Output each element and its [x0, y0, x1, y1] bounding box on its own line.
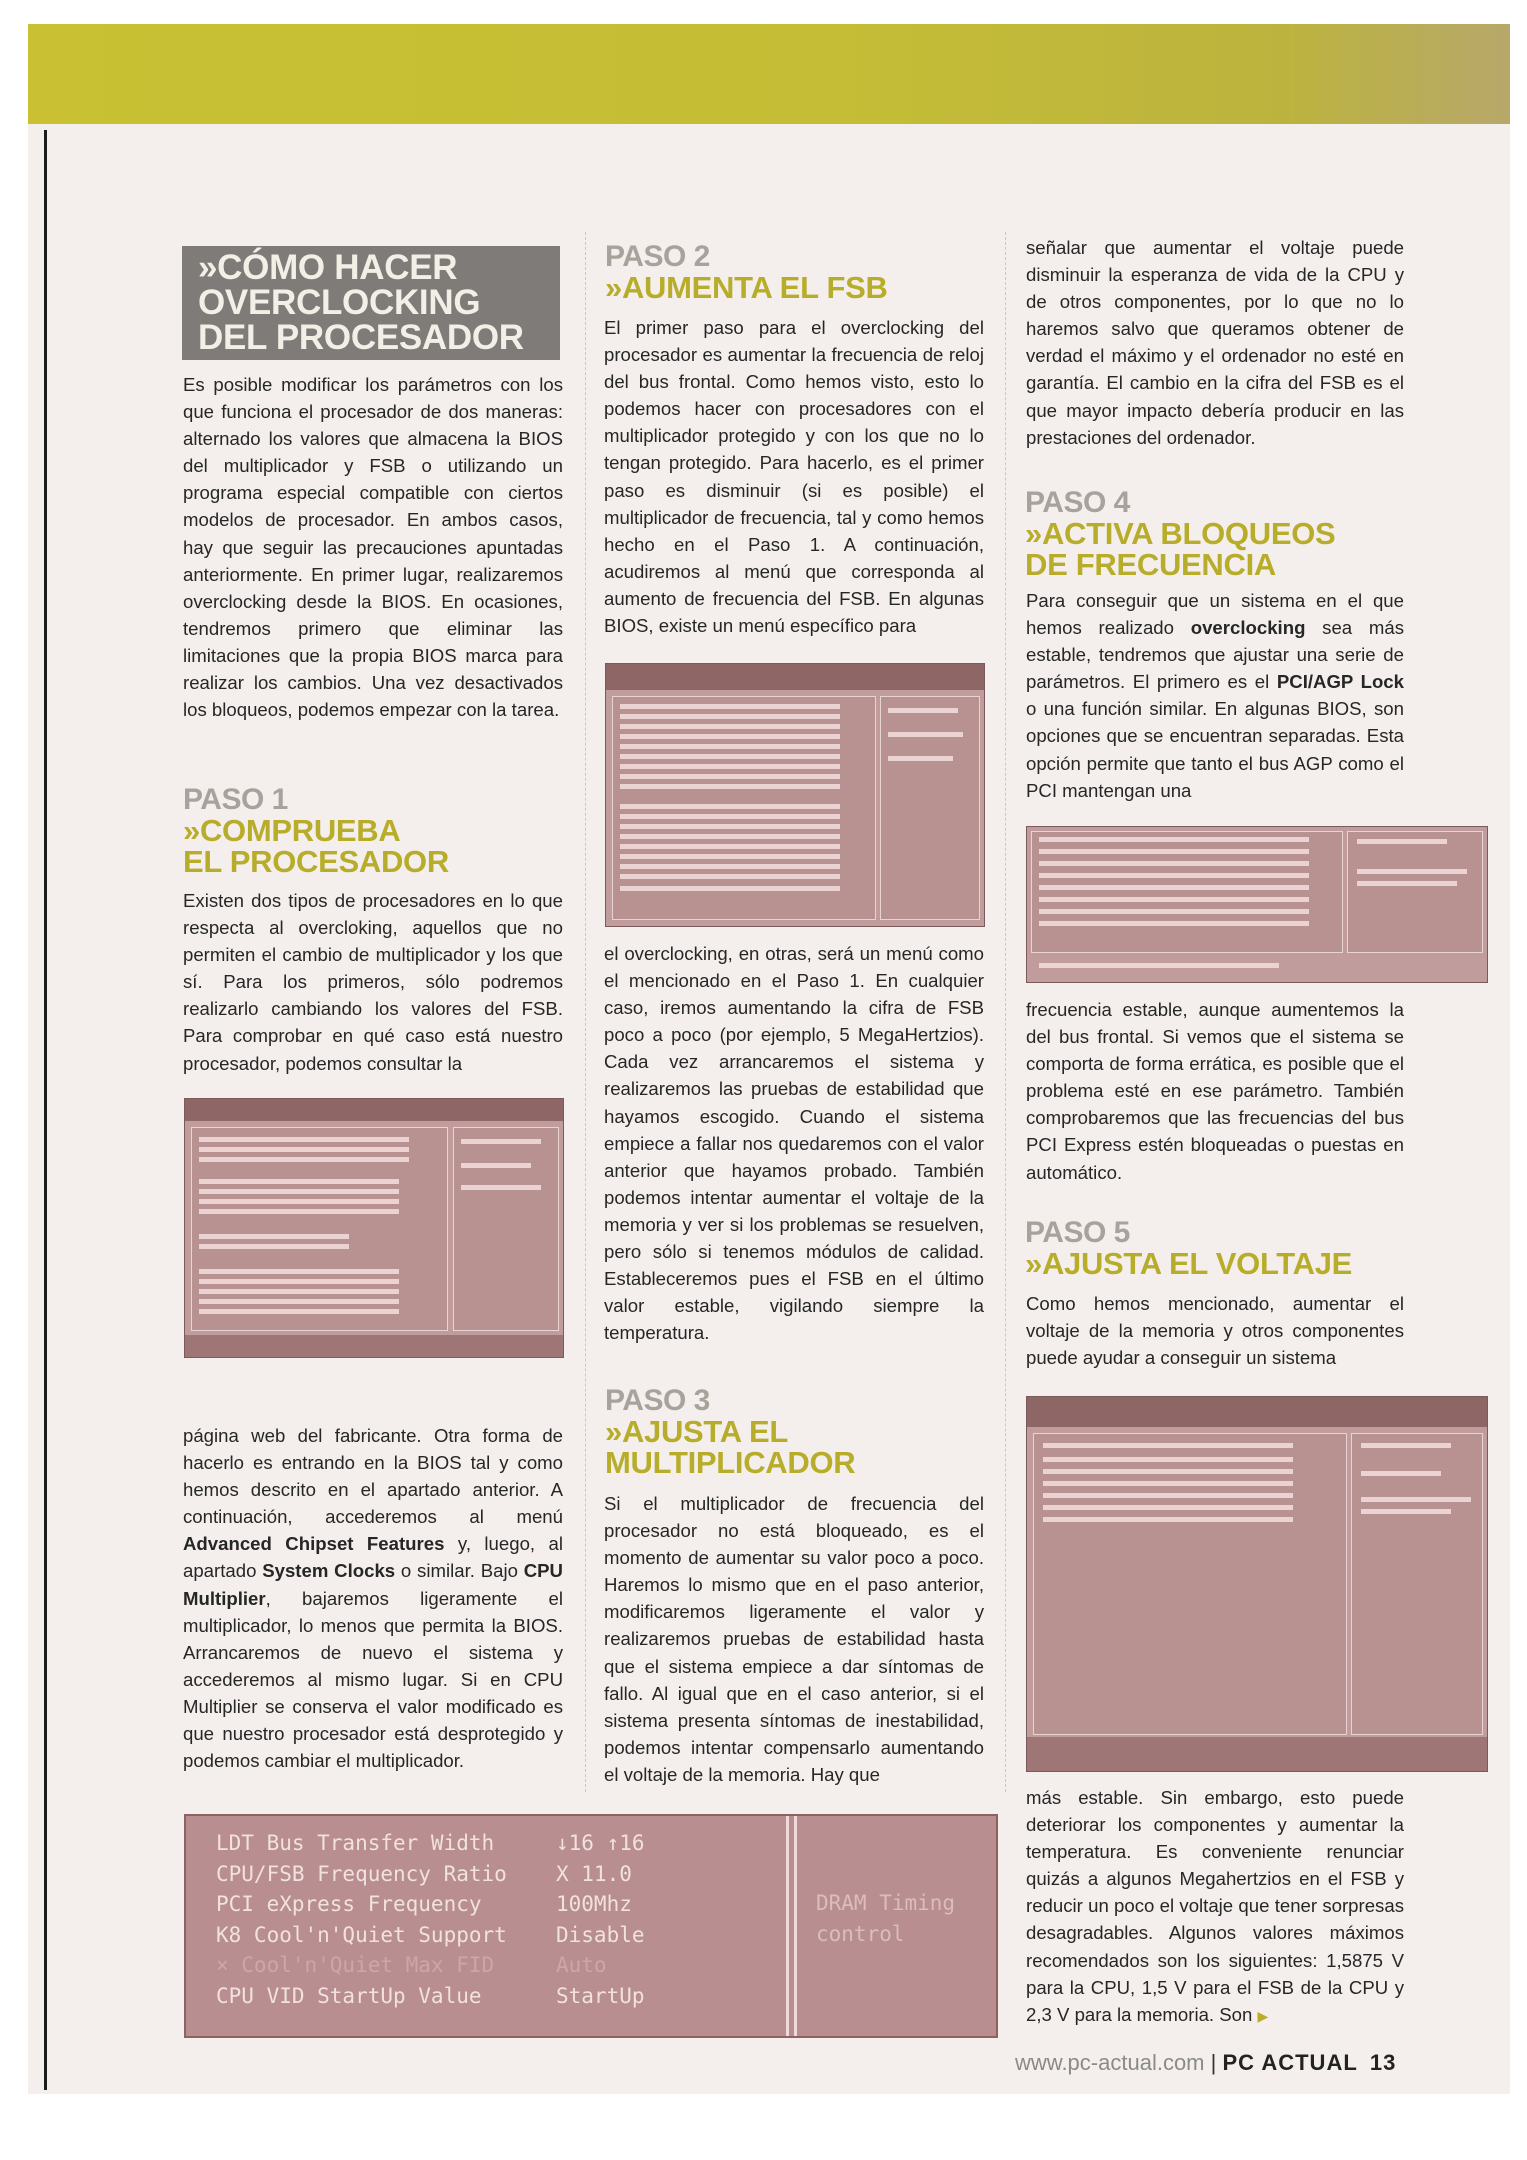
- bios-help-panel: [1351, 1433, 1483, 1735]
- paso5-title: »AJUSTA EL VOLTAJE: [1025, 1246, 1353, 1281]
- bios-setting-value: Auto: [556, 1953, 607, 1977]
- intro-block: [183, 371, 563, 723]
- bios-header-bar: [185, 1099, 563, 1121]
- paso3-label: PASO 3: [605, 1384, 710, 1417]
- paso2-text-b-block: [604, 940, 984, 1346]
- paso5-text-b: más estable. Sin embargo, esto puede deteriorar los componentes y aumentar la temperatura. Es conveniente renunciar quizás a algunos Megahertzios en el FSB y reducir un poco el voltaje que tener sorpresas desagradables. Algunos valores máximos recomendados son los siguientes: 1,5875 V para la CPU, 1,5 V para el FSB de la CPU y 2,3 V para la memoria. Son ▶: [1026, 1787, 1404, 2025]
- top-color-band: [28, 24, 1510, 124]
- paso2-title: »AUMENTA EL FSB: [605, 270, 888, 305]
- footer-url: www.pc-actual.com: [1015, 2050, 1205, 2075]
- footer-separator: |: [1210, 2050, 1217, 2075]
- bios-setting-label: CPU/FSB Frequency Ratio: [216, 1861, 507, 1886]
- paso5-text-b-block: [1026, 1784, 1404, 2030]
- bios-help-panel: [1347, 831, 1483, 953]
- paso1-text-b: página web del fabricante. Otra forma de hacerlo es entrando en la BIOS tal y como hemos descrito en el apartado anterior. A continuación, accederemos al menú Advanced Chipset Features y, luego, al apartado System Clocks o similar. Bajo CPU Multiplier, bajaremos ligeramente el multiplicador, lo menos que permita la BIOS. Arrancaremos de nuevo el sistema y accederemos al mismo lugar. Si en CPU Multiplier se conserva el valor modificado es que nuestro procesador está desprotegido y podemos cambiar el multiplicador.: [183, 1425, 564, 1772]
- triangle-right-icon: ▶: [1257, 2007, 1269, 2024]
- column-divider: [1005, 232, 1007, 1792]
- page-number: 13: [1369, 2050, 1397, 2075]
- bios-setting-label: × Cool'n'Quiet Max FID: [216, 1953, 495, 1977]
- paso3-title-line1: »AJUSTA EL: [605, 1414, 789, 1449]
- bios-screenshot-cpu-settings: [184, 1814, 998, 2038]
- paso3-text-block: [604, 1490, 984, 1788]
- bios-setting-label: LDT Bus Transfer Width: [216, 1831, 495, 1855]
- paso2-header: [605, 242, 983, 303]
- paso3-header: [605, 1386, 983, 1478]
- bios-screenshot-system-clocks: [184, 1098, 564, 1358]
- paso1-text-a: Existen dos tipos de procesadores en lo que respecta al overcloking, aquellos que no permiten el cambio de multiplicador y los que sí. Para los primeros, sólo podremos realizarlo cambiando los valores del FSB. Para comprobar en qué caso está nuestro procesador, podemos consultar la: [183, 890, 563, 1074]
- footer-magazine-name: PC ACTUAL: [1222, 2050, 1358, 2075]
- bios-setting-value: 100Mhz: [556, 1892, 632, 1916]
- bios-setting-label: K8 Cool'n'Quiet Support: [216, 1922, 507, 1947]
- paso4-title-line1: »ACTIVA BLOQUEOS: [1025, 516, 1336, 551]
- paso2-text-a: El primer paso para el overclocking del procesador es aumentar la frecuencia de reloj del bus frontal. Como hemos visto, esto lo podemos hacer con procesadores con el multiplicador protegido y con los que no lo tengan protegido. Para hacerlo, es el primer paso es disminuir (si es posible) el multiplicador de frecuencia, tal y como hemos hecho en el Paso 1. A continuación, acudiremos al menú que corresponda al aumento de frecuencia del FSB. En algunas BIOS, existe un menú específico para: [604, 317, 984, 637]
- bios-help-text: DRAM Timing control: [816, 1891, 956, 1946]
- main-title-box: [182, 246, 560, 360]
- col3-text-top-block: [1026, 234, 1404, 451]
- bios-setting-values: [556, 1828, 645, 2011]
- col3-text-top: señalar que aumentar el voltaje puede disminuir la esperanza de vida de la CPU y de otros componentes, por lo que no lo haremos salvo que queramos obtener de verdad el máximo y el ordenador no esté en garantía. El cambio en la cifra del FSB es el que mayor impacto debería producir en las prestaciones del ordenador.: [1026, 237, 1404, 448]
- bios-panel-divider: [794, 1816, 797, 2036]
- paso4-text-b-block: [1026, 996, 1404, 1186]
- paso5-text-a: Como hemos mencionado, aumentar el voltaje de la memoria y otros componentes puede ayudar a conseguir un sistema: [1026, 1293, 1404, 1369]
- column-divider: [585, 232, 587, 1792]
- bios-setting-label: CPU VID StartUp Value: [216, 1983, 482, 2008]
- paso4-label: PASO 4: [1025, 486, 1130, 519]
- bios-screenshot-voltages: [1026, 1396, 1488, 1772]
- page-footer: [1015, 2050, 1396, 2076]
- intro-text: Es posible modificar los parámetros con los que funciona el procesador de dos maneras: alternado los valores que almacena la BIOS del multiplicador y FSB o utilizando un programa especial compatible con ciertos modelos de procesador. En ambos casos, hay que seguir las precauciones apuntadas anteriormente. En primer lugar, realizaremos overclocking desde la BIOS. En ocasiones, tendremos primero que eliminar las limitaciones que la propia BIOS marca para realizar los cambios. Una vez desactivados los bloqueos, podemos empezar con la tarea.: [183, 374, 563, 721]
- paso4-title-line2: DE FRECUENCIA: [1025, 547, 1277, 582]
- bios-footer-bar: [1027, 1737, 1487, 1771]
- bios-setting-value: StartUp: [556, 1983, 645, 2008]
- bios-footer-bar: [185, 1335, 563, 1357]
- bios-setting-value: Disable: [556, 1922, 645, 1947]
- bios-main-panel: [1033, 1433, 1347, 1735]
- bios-setting-labels: [216, 1828, 507, 2011]
- paso1-title-line2: EL PROCESADOR: [183, 844, 449, 879]
- page-edge-line: [44, 130, 47, 2090]
- paso1-text-b-block: [183, 1422, 563, 1774]
- paso2-text-b: el overclocking, en otras, será un menú como el mencionado en el Paso 1. En cualquier caso, iremos aumentando la cifra de FSB poco a poco (por ejemplo, 5 MegaHertzios). Cada vez arrancaremos el sistema y realizaremos las pruebas de estabilidad que hayamos escogido. Cuando el sistema empiece a fallar nos quedaremos con el valor anterior que hayamos probado. También podemos intentar aumentar el voltaje de la memoria y ver si los problemas se resuelven, pero sólo si tenemos módulos de calidad. Estableceremos pues el FSB en el último valor estable, vigilando siempre la temperatura.: [604, 943, 984, 1344]
- paso5-text-a-block: [1026, 1290, 1404, 1371]
- paso4-text-b: frecuencia estable, aunque aumentemos la del bus frontal. Si vemos que el sistema se comporta de forma errática, es posible que el problema esté en ese parámetro. También comprobaremos que las frecuencias del bus PCI Express estén bloqueadas o puestas en automático.: [1026, 999, 1404, 1183]
- paso1-title-line1: »COMPRUEBA: [183, 813, 401, 848]
- bios-panel-divider: [786, 1816, 789, 2036]
- paso5-label: PASO 5: [1025, 1216, 1130, 1249]
- paso4-text-a-block: [1026, 587, 1404, 804]
- paso2-label: PASO 2: [605, 240, 710, 273]
- paso2-text-a-block: [604, 314, 984, 639]
- bios-header-bar: [606, 664, 984, 690]
- bios-setting-label: PCI eXpress Frequency: [216, 1892, 482, 1916]
- bios-help-panel: [880, 696, 980, 920]
- bios-setting-value: ↓16 ↑16: [556, 1831, 645, 1855]
- paso3-text: Si el multiplicador de frecuencia del procesador no está bloqueado, es el momento de aumentar su valor poco a poco. Haremos lo mismo que en el paso anterior, modificaremos ligeramente el valor y realizaremos pruebas de estabilidad hasta que el sistema empiece a dar síntomas de fallo. Al igual que en el caso anterior, si el sistema presenta síntomas de inestabilidad, podemos intentar compensarlo aumentando el voltaje de la memoria. Hay que: [604, 1493, 984, 1785]
- bios-screenshot-pci-lock: [1026, 826, 1488, 983]
- main-title: »CÓMO HACER OVERCLOCKING DEL PROCESADOR: [198, 248, 524, 357]
- paso5-header: [1025, 1218, 1403, 1279]
- paso4-text-a: Para conseguir que un sistema en el que hemos realizado overclocking sea más estable, tendremos que ajustar una serie de parámetros. El primero es el PCI/AGP Lock o una función similar. En algunas BIOS, son opciones que se encuentran separadas. Esta opción permite que tanto el bus AGP como el PCI mantengan una: [1026, 590, 1404, 801]
- paso4-header: [1025, 488, 1403, 580]
- bios-setting-value: X 11.0: [556, 1861, 632, 1886]
- paso1-label: PASO 1: [183, 783, 288, 816]
- bios-help-panel: [453, 1127, 559, 1331]
- bios-screenshot-frequency: [605, 663, 985, 927]
- bios-header-bar: [1027, 1397, 1487, 1427]
- paso1-header: [183, 785, 563, 877]
- paso1-text-a-block: [183, 887, 563, 1077]
- paso3-title-line2: MULTIPLICADOR: [605, 1445, 856, 1480]
